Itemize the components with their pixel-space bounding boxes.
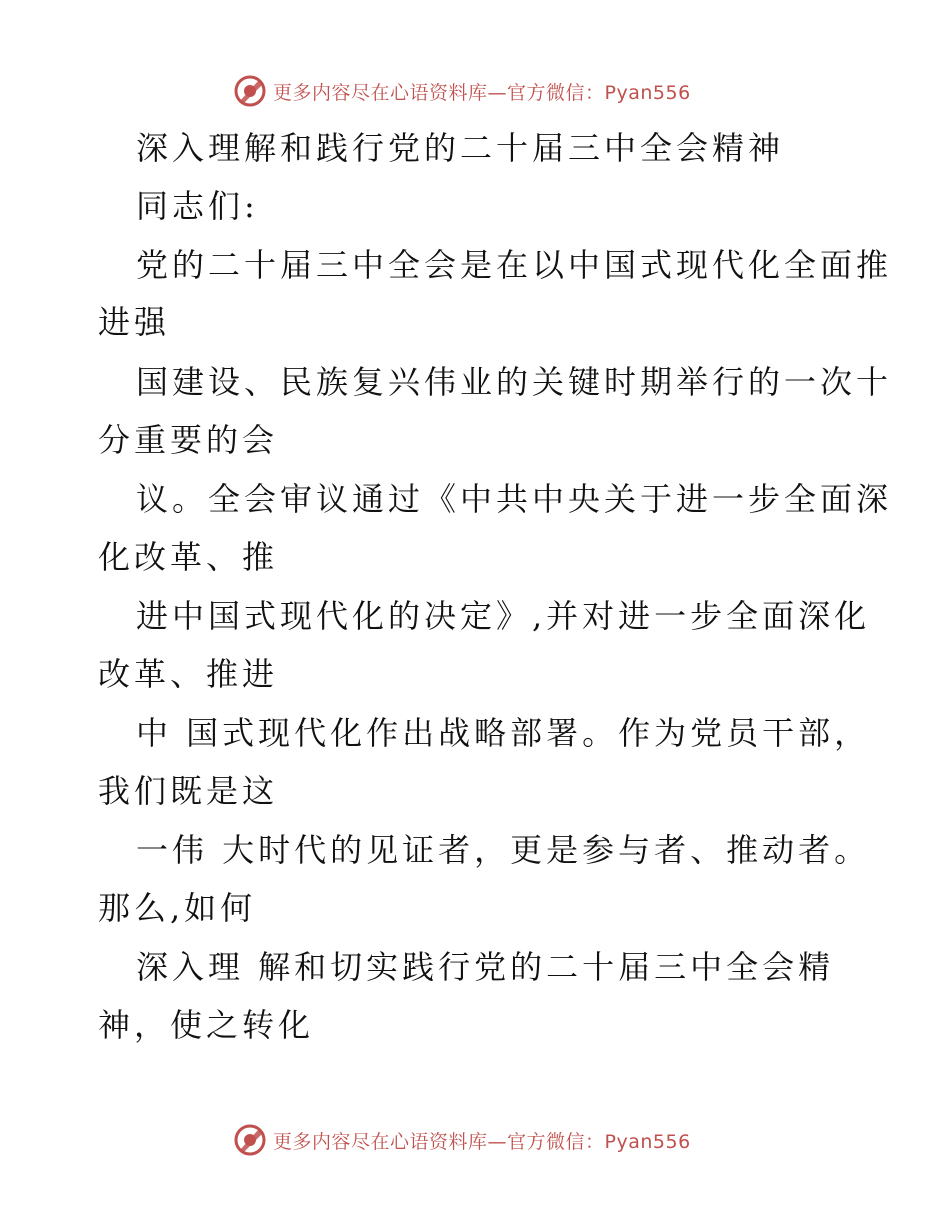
- text-line: 那么,如何: [98, 889, 257, 927]
- text-line: 党的二十届三中全会是在以中国式现代化全面推: [136, 246, 893, 284]
- text-line: 一伟 大时代的见证者，更是参与者、推动者。: [136, 831, 871, 869]
- text-line: 化改革、推: [98, 538, 279, 576]
- text-line: 我们既是这: [98, 772, 279, 810]
- text-line: 议。全会审议通过《中共中央关于进一步全面深: [136, 480, 893, 518]
- footer-banner-text: 更多内容尽在心语资料库—官方微信：Pyan556: [273, 1130, 691, 1153]
- text-line: 分重要的会: [98, 421, 279, 459]
- text-line: 国建设、民族复兴伟业的关键时期举行的一次十: [136, 363, 893, 401]
- text-line: 深入理 解和切实践行党的二十届三中全会精: [136, 948, 835, 986]
- document-title: 深入理解和践行党的二十届三中全会精神: [136, 129, 785, 167]
- header-banner-text: 更多内容尽在心语资料库—官方微信：Pyan556: [273, 81, 691, 104]
- header-banner: [233, 71, 691, 111]
- text-line: 进中国式现代化的决定》,并对进一步全面深化: [136, 597, 871, 635]
- text-line: 中 国式现代化作出战略部署。作为党员干部，: [136, 714, 871, 752]
- text-line: 神，使之转化: [98, 1006, 315, 1044]
- footer-banner: [233, 1120, 691, 1160]
- greeting: 同志们:: [136, 187, 259, 225]
- pen-logo-icon: [233, 74, 267, 108]
- text-line: 改革、推进: [98, 655, 279, 693]
- pen-logo-icon: [233, 1123, 267, 1157]
- text-line: 进强: [98, 303, 171, 341]
